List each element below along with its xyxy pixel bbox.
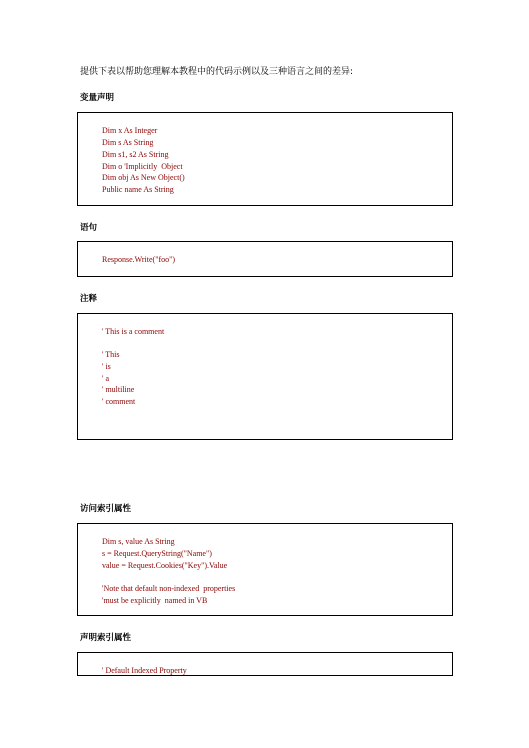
code-box-comments (77, 313, 453, 440)
intro-text: 提供下表以帮助您理解本教程中的代码示例以及三种语言之间的差异: (80, 67, 354, 77)
code-box-declaring-indexed-properties (77, 652, 453, 676)
code-line: 'Note that default non-indexed properties (102, 584, 236, 593)
section-heading-accessing-indexed-properties: 访问索引属性 (80, 504, 132, 514)
code-line: value = Request.Cookies("Key").Value (102, 561, 228, 570)
code-line: Dim x As Integer (102, 126, 158, 135)
code-line: Dim s As String (102, 138, 154, 147)
section-heading-comments: 注释 (80, 294, 98, 304)
section-heading-declaring-indexed-properties: 声明索引属性 (80, 633, 132, 643)
code-line: Response.Write("foo") (102, 255, 176, 264)
code-line: ' This (102, 350, 120, 359)
code-box-accessing-indexed-properties (77, 523, 453, 616)
code-line: Dim s, value As String (102, 537, 175, 546)
code-line: Dim s1, s2 As String (102, 150, 169, 159)
code-line: ' Default Indexed Property (102, 666, 187, 675)
code-line: ' multiline (102, 385, 135, 394)
code-line: s = Request.QueryString("Name") (102, 549, 212, 558)
code-box-variable-declaration (77, 112, 453, 206)
code-box-statements (77, 241, 453, 277)
code-line: 'must be explicitly named in VB (102, 596, 208, 605)
code-line: Dim o 'Implicitly Object (102, 162, 183, 171)
section-heading-statements: 语句 (80, 223, 98, 233)
section-heading-variable-declaration: 变量声明 (80, 93, 115, 103)
code-line: Public name As String (102, 185, 174, 194)
code-line: ' comment (102, 397, 136, 406)
code-line: Dim obj As New Object() (102, 173, 185, 182)
code-line: ' is (102, 362, 111, 371)
code-line: ' a (102, 374, 109, 383)
code-line: ' This is a comment (102, 327, 165, 336)
